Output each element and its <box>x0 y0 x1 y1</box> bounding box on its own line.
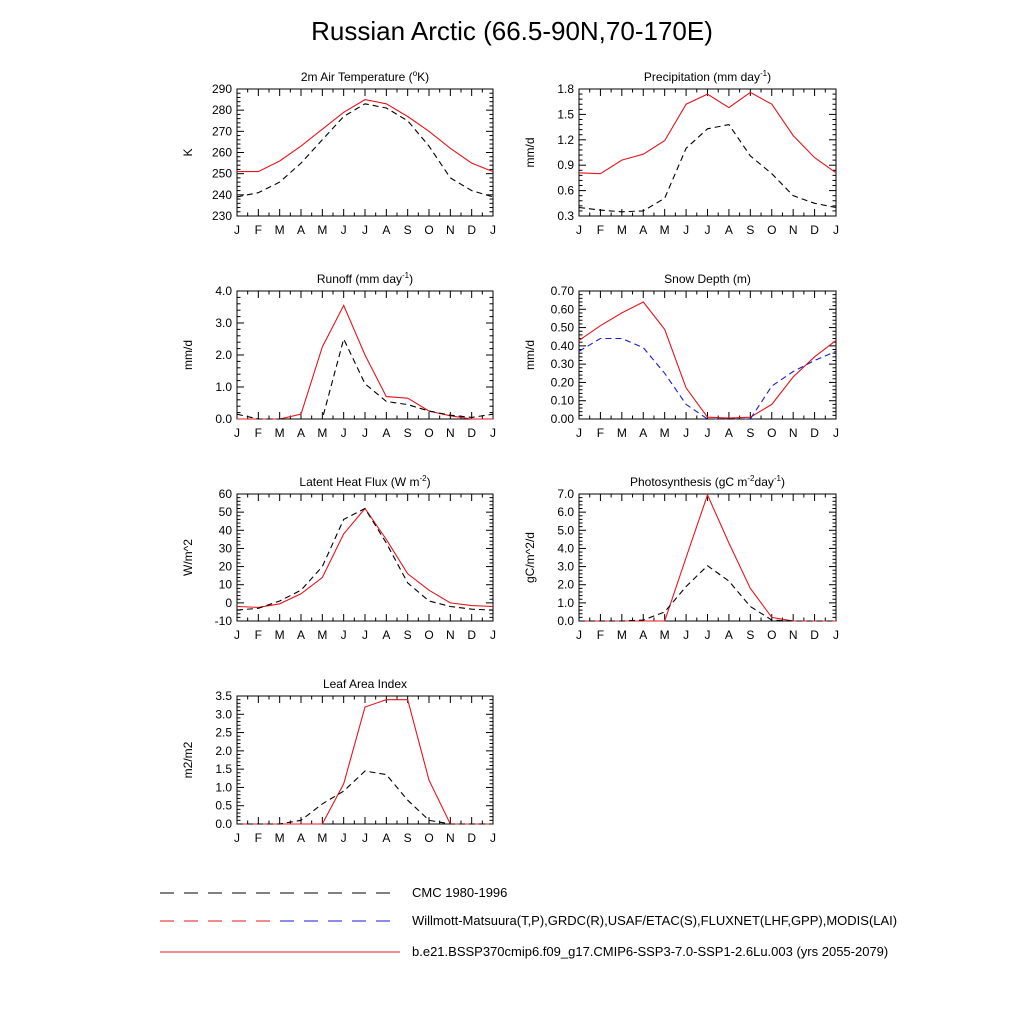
y-tick-label: 0.20 <box>550 375 574 390</box>
x-tick-label: J <box>340 628 347 642</box>
y-tick-label: 270 <box>211 124 232 139</box>
x-tick-label: D <box>467 628 477 642</box>
plot-frame <box>237 89 493 216</box>
series-line-solid <box>237 100 493 172</box>
x-tick-label: J <box>362 426 368 440</box>
series-line-solid <box>579 92 836 173</box>
y-tick-label: 230 <box>211 209 232 223</box>
y-tick-label: 240 <box>211 187 232 202</box>
plot-frame <box>237 696 493 824</box>
y-tick-label: 3.0 <box>215 316 232 330</box>
x-tick-label: J <box>704 426 711 440</box>
panel-title: Photosynthesis (gC $m^{-2}day^{-1}$) <box>630 474 785 489</box>
panel-title: Snow Depth (m) <box>664 272 751 286</box>
series-line-dashed <box>579 125 836 212</box>
y-tick-label: 20 <box>218 559 232 574</box>
y-tick-label: 260 <box>211 145 232 160</box>
y-tick-label: 4.0 <box>215 284 232 298</box>
y-tick-label: 1.8 <box>557 82 574 96</box>
x-tick-label: M <box>274 831 285 845</box>
x-tick-label: J <box>234 628 240 642</box>
x-tick-label: M <box>659 426 670 440</box>
y-tick-label: 1.2 <box>557 132 574 147</box>
x-tick-label: D <box>810 628 819 642</box>
x-tick-label: M <box>274 223 285 237</box>
x-tick-label: M <box>317 426 328 440</box>
panel-title: Latent Heat Flux (W $m^{-2}$) <box>299 474 431 489</box>
y-tick-label: 0.10 <box>550 393 574 408</box>
x-tick-label: A <box>724 628 733 642</box>
x-tick-label: J <box>490 628 496 642</box>
legend-label: CMC 1980-1996 <box>412 885 508 900</box>
x-tick-label: A <box>296 831 306 845</box>
x-tick-label: A <box>639 223 648 237</box>
x-tick-label: J <box>490 426 496 440</box>
x-tick-label: M <box>274 426 285 440</box>
y-tick-label: 0.0 <box>215 412 232 426</box>
y-tick-label: 0.00 <box>550 412 574 426</box>
y-tick-label: 1.0 <box>215 780 232 795</box>
x-tick-label: J <box>833 426 839 440</box>
x-tick-label: N <box>445 223 455 237</box>
x-tick-label: M <box>659 628 670 642</box>
x-tick-label: J <box>340 426 347 440</box>
panel-title: Runoff (mm day$^{-1}$) <box>316 271 414 286</box>
x-tick-label: J <box>234 426 240 440</box>
x-tick-label: J <box>340 831 347 845</box>
y-tick-label: 50 <box>218 505 232 520</box>
page-title: Russian Arctic (66.5-90N,70-170E) <box>311 16 713 46</box>
x-tick-label: A <box>382 628 391 642</box>
x-tick-label: S <box>403 831 412 845</box>
y-tick-label: 2.0 <box>215 348 232 362</box>
x-tick-label: A <box>296 223 306 237</box>
x-tick-label: F <box>254 831 263 845</box>
y-tick-label: 2.5 <box>215 725 232 740</box>
series-line-solid <box>237 305 493 419</box>
x-tick-label: J <box>683 628 690 642</box>
x-tick-label: A <box>382 223 391 237</box>
y-tick-label: 0.0 <box>215 817 232 831</box>
y-tick-label: 5.0 <box>557 523 574 538</box>
x-tick-label: M <box>616 628 627 642</box>
x-tick-label: J <box>576 223 582 237</box>
x-tick-label: J <box>833 628 839 642</box>
x-tick-label: N <box>445 831 455 845</box>
y-axis-label: W/m^2 <box>181 539 195 576</box>
y-tick-label: 7.0 <box>557 487 574 501</box>
series-line-dashed <box>237 339 493 419</box>
x-tick-label: F <box>596 426 605 440</box>
y-tick-label: 3.0 <box>215 707 232 722</box>
x-tick-label: A <box>296 426 306 440</box>
x-tick-label: A <box>639 628 648 642</box>
x-tick-label: J <box>490 831 496 845</box>
y-axis-label: gC/m^2/d <box>523 532 537 583</box>
y-tick-label: 10 <box>218 577 232 592</box>
x-tick-label: N <box>445 628 455 642</box>
panel-runoff <box>181 271 496 440</box>
panel-temp <box>181 69 496 237</box>
y-tick-label: 1.5 <box>557 107 574 122</box>
series-line-dashed <box>579 339 836 420</box>
legend-label: b.e21.BSSP370cmip6.f09_g17.CMIP6-SSP3-7.0-SSP1-2.6Lu.003 (yrs 2055-2079) <box>412 944 889 959</box>
y-axis-label: mm/d <box>523 340 537 370</box>
legend-label: Willmott-Matsuura(T,P),GRDC(R),USAF/ETAC(S),FLUXNET(LHF,GPP),MODIS(LAI) <box>412 913 898 928</box>
y-tick-label: 30 <box>218 541 232 556</box>
x-tick-label: S <box>746 628 755 642</box>
panel-snow <box>523 272 839 440</box>
panel-lhf <box>181 474 496 642</box>
x-tick-label: N <box>445 426 455 440</box>
x-tick-label: F <box>254 426 263 440</box>
series-line-dashed <box>237 509 493 611</box>
x-tick-label: J <box>234 831 240 845</box>
x-tick-label: M <box>616 426 627 440</box>
x-tick-label: J <box>362 223 368 237</box>
y-tick-label: 0.40 <box>550 338 574 353</box>
x-tick-label: N <box>788 628 798 642</box>
y-tick-label: 2.0 <box>557 577 574 592</box>
y-tick-label: -10 <box>214 614 232 628</box>
x-tick-label: M <box>317 628 328 642</box>
y-tick-label: 250 <box>211 166 232 181</box>
legend-entry <box>160 885 507 900</box>
x-tick-label: J <box>490 223 496 237</box>
x-tick-label: J <box>704 223 711 237</box>
y-axis-label: m2/m2 <box>181 741 195 779</box>
x-tick-label: J <box>362 831 368 845</box>
x-tick-label: O <box>424 831 434 845</box>
series-line-solid <box>579 302 836 418</box>
series-line-dashed <box>237 104 493 197</box>
plot-frame <box>237 494 493 621</box>
y-axis-label: mm/d <box>523 137 537 168</box>
panel-gpp <box>523 474 839 642</box>
x-tick-label: S <box>403 223 412 237</box>
x-tick-label: A <box>724 426 733 440</box>
x-tick-label: J <box>683 223 690 237</box>
series-line-solid <box>237 509 493 608</box>
x-tick-label: J <box>833 223 839 237</box>
x-tick-label: F <box>254 628 263 642</box>
panel-title: Leaf Area Index <box>322 677 408 691</box>
y-tick-label: 0.6 <box>557 183 574 198</box>
legend-entry <box>160 913 897 928</box>
x-tick-label: M <box>616 223 627 237</box>
x-tick-label: J <box>576 628 582 642</box>
x-tick-label: O <box>424 628 434 642</box>
x-tick-label: O <box>767 628 777 642</box>
plot-frame <box>579 291 836 419</box>
x-tick-label: A <box>382 426 391 440</box>
y-tick-label: 0.60 <box>550 302 574 317</box>
x-tick-label: J <box>576 426 582 440</box>
y-tick-label: 0 <box>225 595 232 610</box>
x-tick-label: O <box>767 426 777 440</box>
y-tick-label: 60 <box>218 487 232 501</box>
panel-precip <box>523 69 839 237</box>
x-tick-label: A <box>724 223 733 237</box>
y-tick-label: 3.0 <box>557 559 574 574</box>
series-line-dashed <box>237 771 493 824</box>
y-tick-label: 0.9 <box>557 158 574 173</box>
y-tick-label: 0.50 <box>550 320 574 335</box>
x-tick-label: D <box>467 223 477 237</box>
legend-entry <box>160 944 888 959</box>
y-axis-label: mm/d <box>181 340 195 370</box>
panel-title: 2m Air Temperature ($^o$K) <box>300 69 430 84</box>
y-tick-label: 0.30 <box>550 357 574 372</box>
x-tick-label: O <box>424 426 434 440</box>
y-tick-label: 0.0 <box>557 614 574 628</box>
y-tick-label: 280 <box>211 103 232 118</box>
x-tick-label: S <box>746 223 755 237</box>
series-line-dashed <box>579 566 836 621</box>
x-tick-label: F <box>596 628 605 642</box>
y-tick-label: 0.3 <box>557 209 574 223</box>
x-tick-label: F <box>596 223 605 237</box>
panel-lai <box>181 677 496 845</box>
panel-title: Precipitation (mm day$^{-1}$) <box>643 69 772 84</box>
series-line-solid <box>579 495 836 621</box>
x-tick-label: D <box>810 426 819 440</box>
x-tick-label: M <box>317 831 328 845</box>
x-tick-label: J <box>362 628 368 642</box>
x-tick-label: D <box>810 223 819 237</box>
x-tick-label: S <box>403 628 412 642</box>
y-axis-label: K <box>181 148 195 157</box>
x-tick-label: D <box>467 831 477 845</box>
y-tick-label: 0.5 <box>215 798 232 813</box>
x-tick-label: O <box>767 223 777 237</box>
y-tick-label: 2.0 <box>215 743 232 758</box>
x-tick-label: M <box>274 628 285 642</box>
y-tick-label: 6.0 <box>557 505 574 520</box>
y-tick-label: 1.5 <box>215 762 232 777</box>
x-tick-label: A <box>296 628 306 642</box>
x-tick-label: M <box>659 223 670 237</box>
y-tick-label: 0.70 <box>550 284 574 298</box>
y-tick-label: 4.0 <box>557 541 574 556</box>
y-tick-label: 3.5 <box>215 689 232 703</box>
y-tick-label: 1.0 <box>215 380 232 394</box>
x-tick-label: M <box>317 223 328 237</box>
y-tick-label: 40 <box>218 523 232 538</box>
x-tick-label: J <box>234 223 240 237</box>
x-tick-label: A <box>639 426 648 440</box>
plot-frame <box>579 494 836 621</box>
x-tick-label: O <box>424 223 434 237</box>
series-line-solid <box>237 700 493 824</box>
x-tick-label: A <box>382 831 391 845</box>
y-tick-label: 290 <box>211 82 232 96</box>
x-tick-label: N <box>788 223 798 237</box>
x-tick-label: J <box>340 223 347 237</box>
x-tick-label: S <box>403 426 412 440</box>
y-tick-label: 1.0 <box>557 595 574 610</box>
x-tick-label: F <box>254 223 263 237</box>
x-tick-label: N <box>788 426 798 440</box>
x-tick-label: S <box>746 426 755 440</box>
x-tick-label: J <box>683 426 690 440</box>
x-tick-label: J <box>704 628 711 642</box>
x-tick-label: D <box>467 426 477 440</box>
